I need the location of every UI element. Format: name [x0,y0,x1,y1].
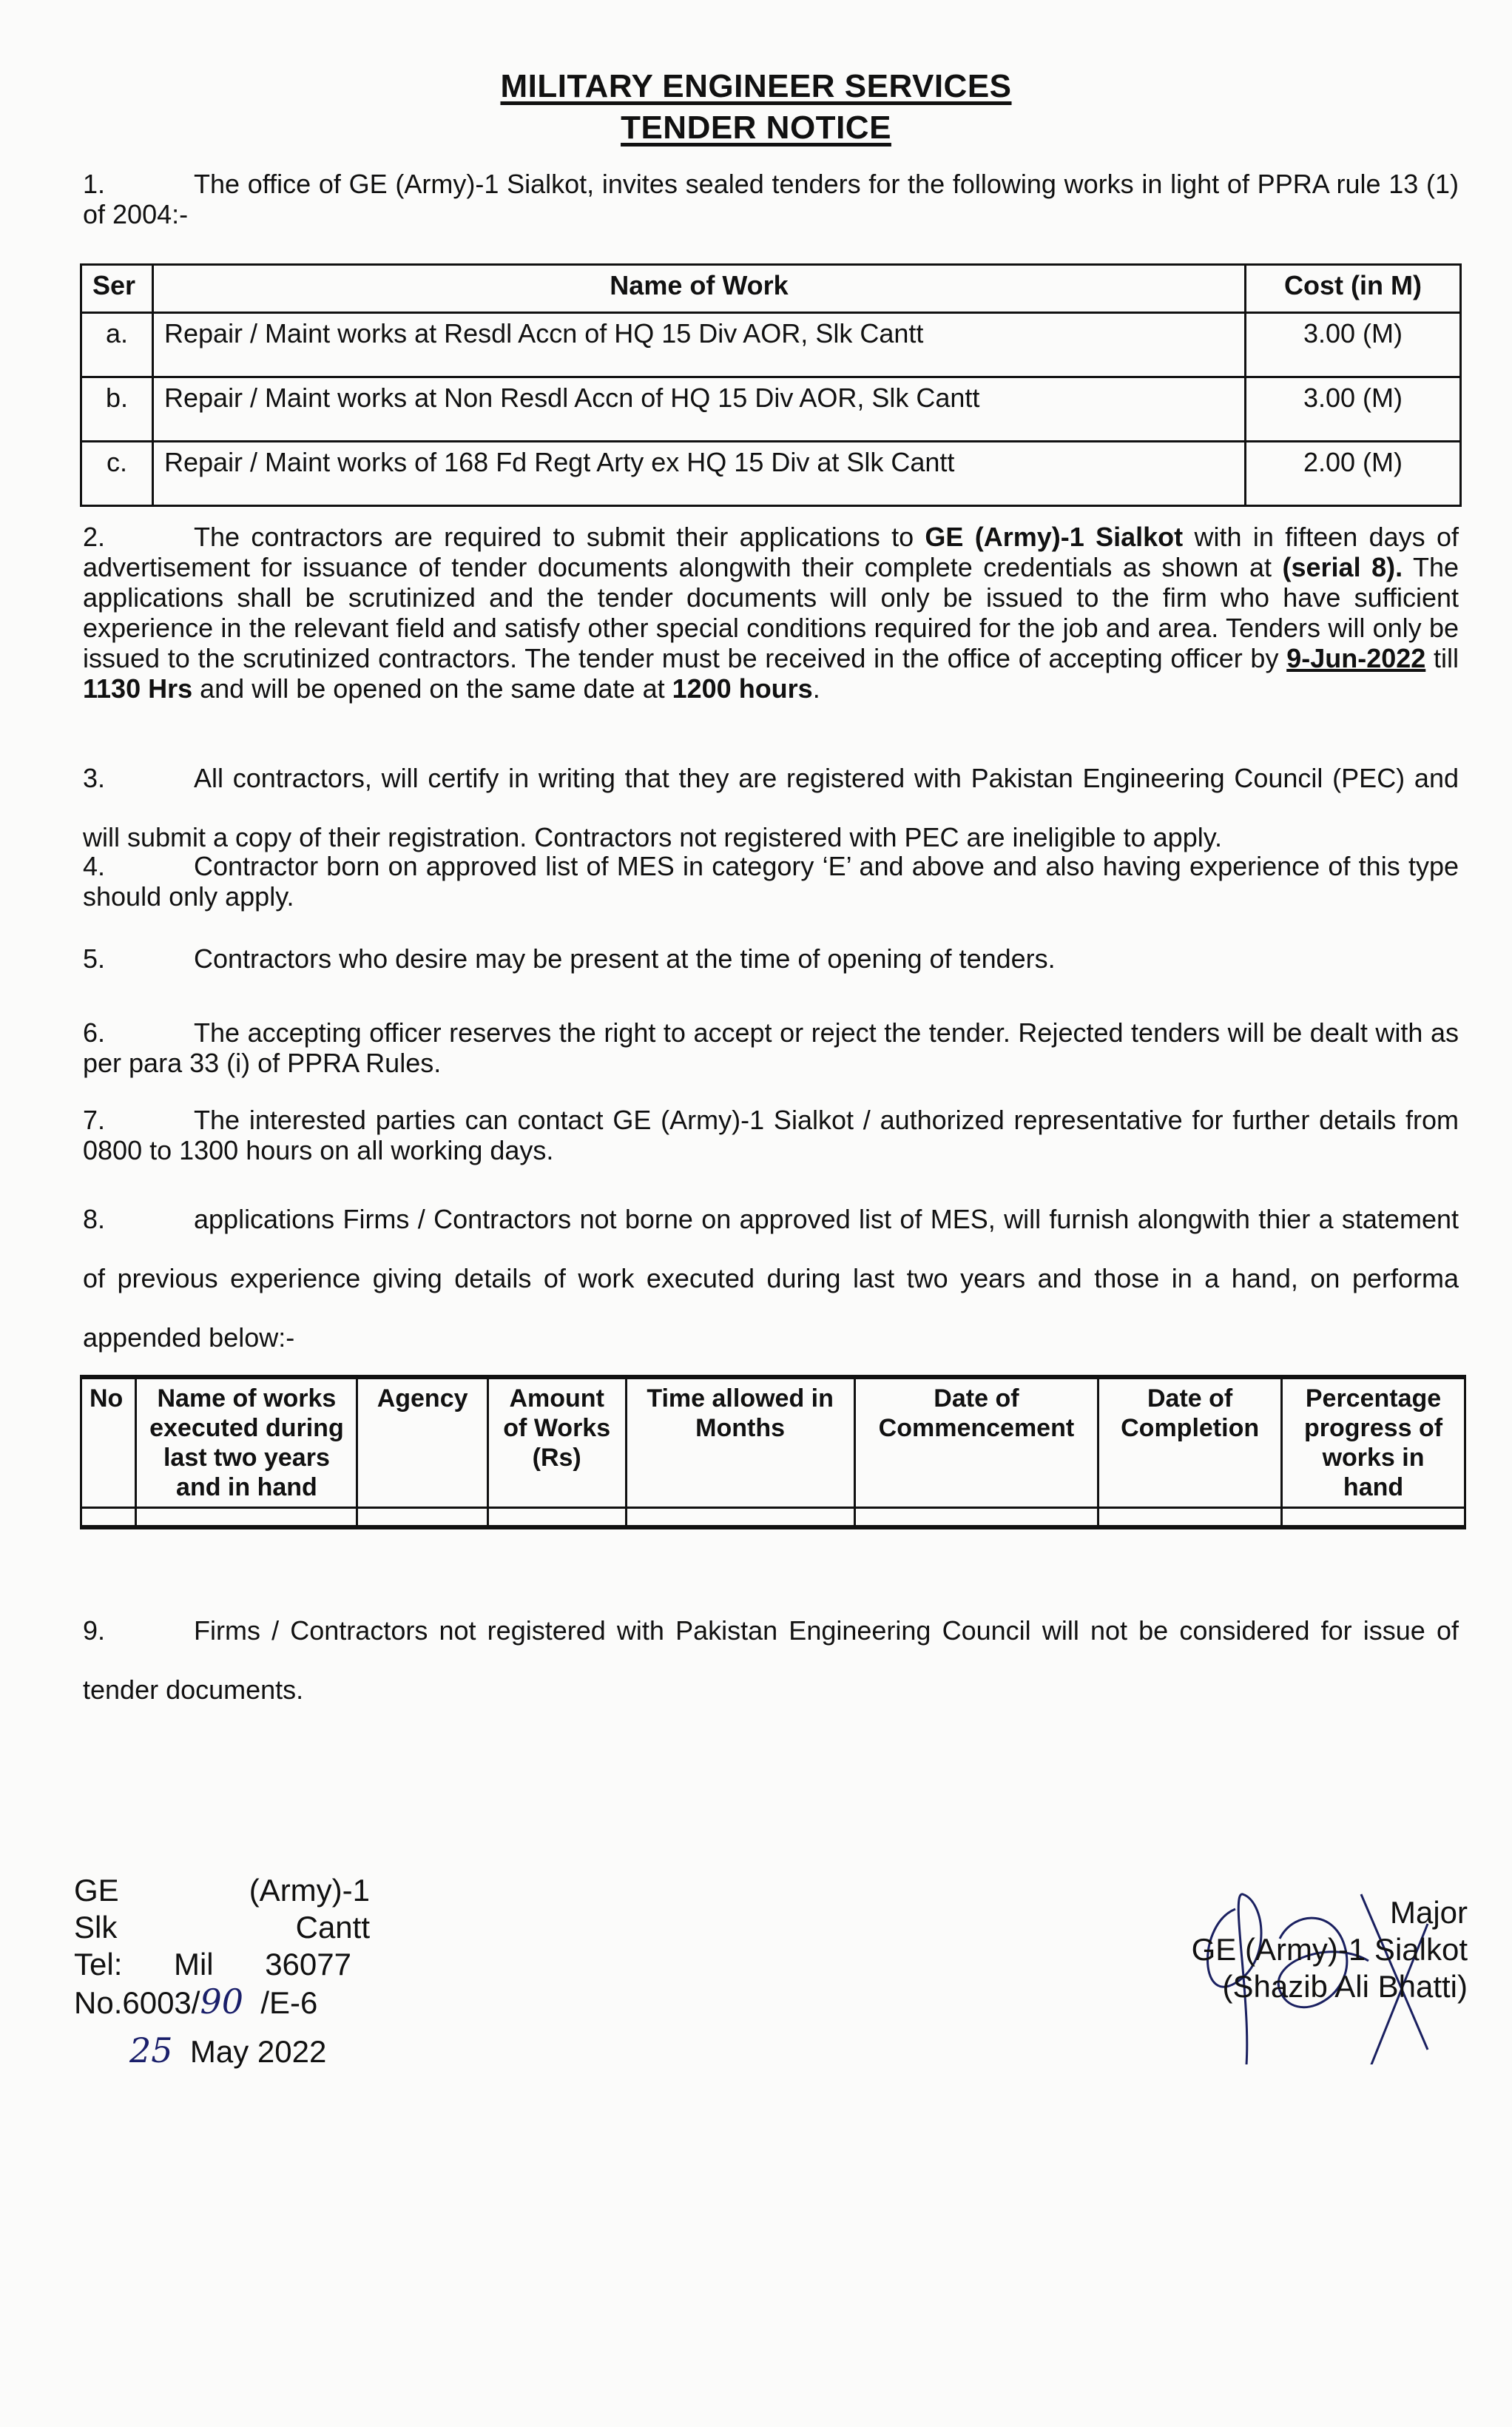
date-printed: May 2022 [189,2034,327,2069]
para-text: All contractors, will certify in writing that they are registered with Pakistan Engineering Council (PEC) and will submit a copy of their registration. Contractors not registered with PEC are ineligible to apply. [83,763,1459,852]
sender-unit: (Army)-1 [249,1873,370,1908]
para-text: . [812,673,820,704]
para-number: 3. [83,763,106,793]
header-name-of-works: Name of works executed during last two years and in hand [136,1377,357,1508]
tel-number: 36077 [265,1947,351,1982]
para-number: 7. [83,1105,106,1135]
para-number: 2. [83,522,106,552]
ser-cell: b. [81,377,153,442]
paragraph-9 [83,1601,1459,1720]
telephone-line [74,1946,351,1983]
table-row [81,377,1461,442]
para-text: The contractors are required to submit their applications to [194,522,925,552]
table-row [81,442,1461,506]
paragraph-1 [83,169,1459,229]
ref-prefix: No.6003/ [74,1985,200,2020]
tel-label: Tel: [74,1947,123,1982]
header-name-of-work: Name of Work [153,265,1246,313]
para-number: 1. [83,169,106,199]
sender-cantt: Cantt [295,1910,370,1945]
paragraph-3 [83,749,1459,867]
performa-empty-row [81,1508,1465,1528]
para-text: with in fifteen days of advertisement for issuance of tender documents alongwith their complete credentials as shown at [83,522,1459,582]
header-no: No [81,1377,136,1508]
deadline-date: 9-Jun-2022 [1286,643,1426,673]
signatory-appointment: GE (Army)-1 Sialkot [1191,1932,1468,1967]
deadline-time: 1130 Hrs [83,673,193,704]
paragraph-8 [83,1190,1459,1367]
issue-date [74,2032,370,2070]
para-text: The interested parties can contact GE (Army)-1 Sialkot / authorized representative for further details from 0800 to 1300 hours on all working days. [83,1105,1459,1165]
para-number: 8. [83,1204,106,1234]
work-name-cell: Repair / Maint works at Resdl Accn of HQ 15 Div AOR, Slk Cantt [153,313,1246,377]
para-text: Firms / Contractors not registered with Pakistan Engineering Council will not be considered for issue of tender documents. [83,1615,1459,1705]
reference-number [74,1983,370,2022]
header-commencement: Date of Commencement [854,1377,1098,1508]
performa-header-row [81,1377,1465,1508]
para-text: till [1425,643,1459,673]
signatory-rank: Major [1389,1895,1468,1930]
sender-line-2 [74,1909,370,1946]
work-name-cell: Repair / Maint works at Non Resdl Accn of HQ 15 Div AOR, Slk Cantt [153,377,1246,442]
opening-time: 1200 hours [672,673,813,704]
cost-cell: 3.00 (M) [1246,377,1461,442]
ser-cell: c. [81,442,153,506]
sender-office: GE [74,1873,119,1908]
paragraph-4 [83,851,1459,912]
para-text: Contractors who desire may be present at the time of opening of tenders. [194,943,1056,974]
header-ser: Ser [81,265,153,313]
ref-handwritten: 90 [200,1982,244,2022]
header-time-allowed: Time allowed in Months [626,1377,854,1508]
para-number: 5. [83,943,106,974]
ref-suffix: /E-6 [260,1985,318,2020]
ser-cell: a. [81,313,153,377]
paragraph-6 [83,1017,1459,1078]
paragraph-5 [83,943,1459,974]
sender-block [74,1872,370,2070]
date-handwritten: 25 [129,2030,173,2070]
para-text: and will be opened on the same date at [192,673,672,704]
signatory-block [1192,1894,1468,2005]
paragraph-7 [83,1105,1459,1165]
header-completion: Date of Completion [1098,1377,1282,1508]
tel-type: Mil [173,1947,214,1982]
header-cost: Cost (in M) [1246,265,1461,313]
para-text: Contractor born on approved list of MES in category ‘E’ and above and also having experience of this type should only apply. [83,851,1459,912]
serial-ref: (serial 8). [1282,552,1403,582]
org-title: MILITARY ENGINEER SERVICES [500,68,1012,104]
para-number: 4. [83,851,106,881]
cost-cell: 2.00 (M) [1246,442,1461,506]
paragraph-2 [83,522,1459,704]
work-name-cell: Repair / Maint works of 168 Fd Regt Arty ex HQ 15 Div at Slk Cantt [153,442,1246,506]
works-table-header [81,265,1461,313]
para-text: The office of GE (Army)-1 Sialkot, invites sealed tenders for the following works in light of PPRA rule 13 (1) of 2004:- [83,169,1459,229]
sender-city: Slk [74,1910,118,1945]
header-percentage: Percentage progress of works in hand [1282,1377,1465,1508]
para-text: The applications shall be scrutinized and the tender documents will only be issued to the firm who have sufficient experience in the relevant field and satisfy other special conditions required for the job and area. Tenders will only be issued to the scrutinized contractors. The tender must be received in the office of accepting officer by [83,552,1459,673]
header-agency: Agency [357,1377,487,1508]
header-amount: Amount of Works (Rs) [487,1377,626,1508]
para-number: 6. [83,1017,106,1048]
doc-title: TENDER NOTICE [621,110,891,146]
table-row [81,313,1461,377]
performa-table [80,1375,1466,1529]
para-text: The accepting officer reserves the right to accept or reject the tender. Rejected tenders will be dealt with as per para 33 (i) of PPRA Rules. [83,1017,1459,1078]
sender-line-1 [74,1872,370,1909]
signatory-name: (Shazib Ali Bhatti) [1222,1969,1468,2004]
para-text: applications Firms / Contractors not borne on approved list of MES, will furnish alongwith thier a statement of previous experience giving details of work executed during last two years and those in a hand, on performa appended below:- [83,1204,1459,1353]
works-table [80,263,1462,507]
para-number: 9. [83,1615,106,1646]
office-name: GE (Army)-1 Sialkot [925,522,1184,552]
cost-cell: 3.00 (M) [1246,313,1461,377]
